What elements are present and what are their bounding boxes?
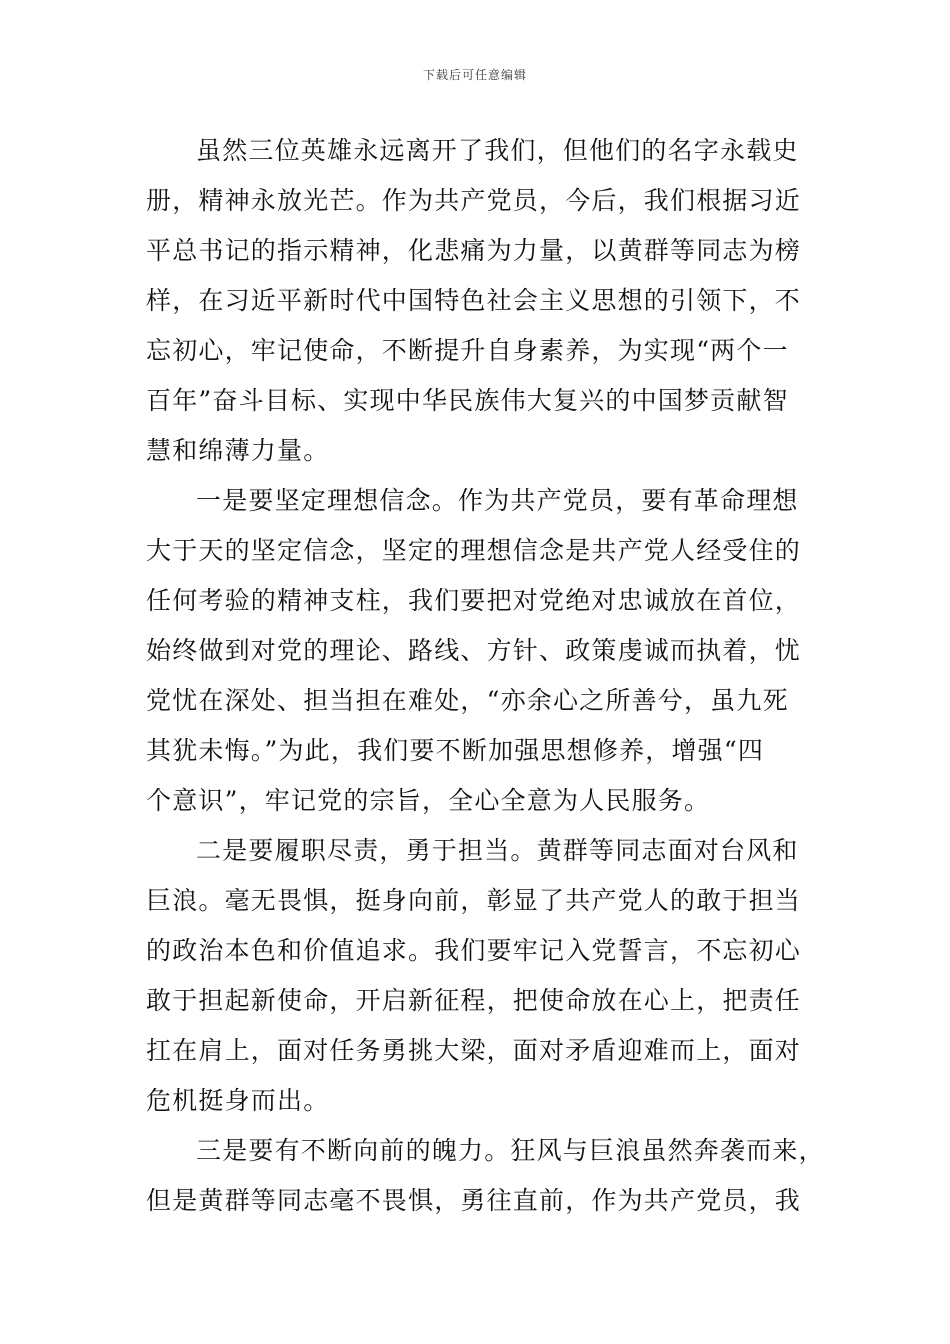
text-line: 百年”奋斗目标、实现中华民族伟大复兴的中国梦贡献智 [146,386,789,415]
text-line: 样，在习近平新时代中国特色社会主义思想的引领下，不 [146,286,802,315]
text-line: 慧和绵薄力量。 [146,436,330,465]
text-line: 始终做到对党的理论、路线、方针、政策虔诚而执着，忧 [146,636,802,665]
text-line: 二是要履职尽责，勇于担当。黄群等同志面对台风和 [196,836,799,865]
text-line: 巨浪。毫无畏惧，挺身向前，彰显了共产党人的敢于担当 [146,886,802,915]
text-line: 册，精神永放光芒。作为共产党员，今后，我们根据习近 [146,186,802,215]
text-line: 扛在肩上，面对任务勇挑大梁，面对矛盾迎难而上，面对 [146,1036,802,1065]
text-line: 虽然三位英雄永远离开了我们，但他们的名字永载史 [196,136,799,165]
text-line: 党忧在深处、担当担在难处，“亦余心之所善兮，虽九死 [146,686,789,715]
text-line: 的政治本色和价值追求。我们要牢记入党誓言，不忘初心 [146,936,802,965]
document-body [146,126,826,1226]
text-line: 大于天的坚定信念，坚定的理想信念是共产党人经受住的 [146,536,802,565]
text-line: 个意识”，牢记党的宗旨，全心全意为人民服务。 [146,786,711,815]
page-header-note: 下载后可任意编辑 [422,68,527,82]
text-line: 危机挺身而出。 [146,1086,330,1115]
text-line: 其犹未悔。”为此，我们要不断加强思想修养，增强“四 [146,736,765,765]
text-line: 平总书记的指示精神，化悲痛为力量，以黄群等同志为榜 [146,236,802,265]
text-line: 任何考验的精神支柱，我们要把对党绝对忠诚放在首位， [146,586,802,615]
text-line: 三是要有不断向前的魄力。狂风与巨浪虽然奔袭而来， [196,1136,825,1165]
text-line: 但是黄群等同志毫不畏惧，勇往直前，作为共产党员，我 [146,1186,802,1215]
text-line: 忘初心，牢记使命，不断提升自身素养，为实现“两个一 [146,336,789,365]
text-line: 一是要坚定理想信念。作为共产党员，要有革命理想 [196,486,799,515]
text-line: 敢于担起新使命，开启新征程，把使命放在心上，把责任 [146,986,802,1015]
